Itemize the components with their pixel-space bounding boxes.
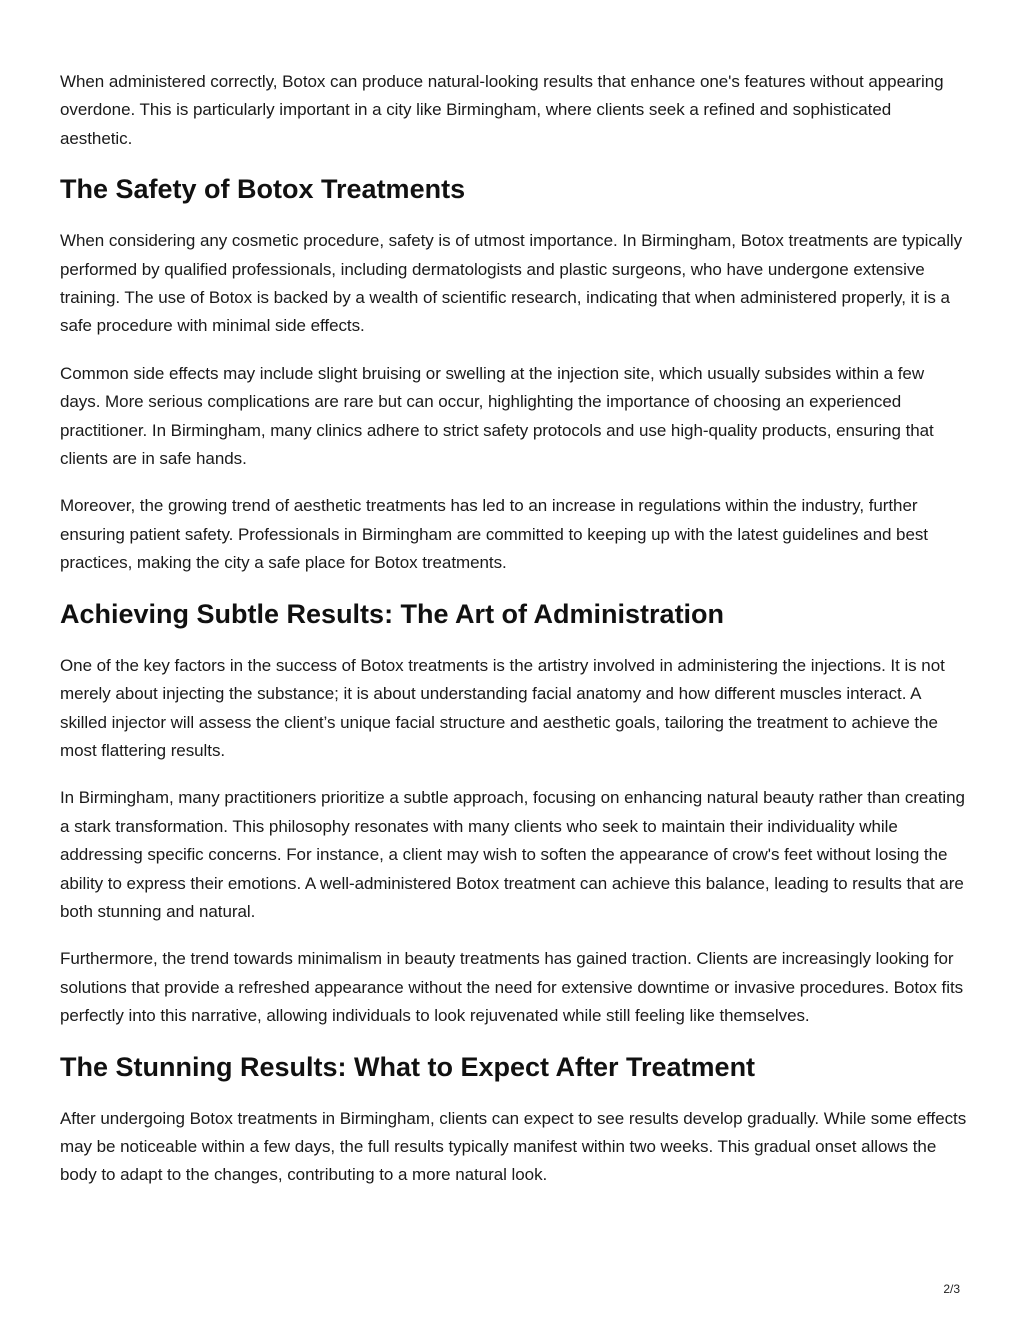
administration-heading: Achieving Subtle Results: The Art of Administration xyxy=(60,598,725,629)
administration-paragraph-3: Furthermore, the trend towards minimalism in beauty treatments has gained traction. Clients are increasingly looking for solutions that provide a refreshed appearance without the need for extensive downtime or invasive procedures. Botox fits perfectly into this narrative, allowing individuals to look rejuvenated while still feeling like themselves. xyxy=(60,949,964,1026)
administration-paragraph-2: In Birmingham, many practitioners prioritize a subtle approach, focusing on enhancing natural beauty rather than creating a stark transformation. This philosophy resonates with many clients who seek to maintain their individuality while addressing specific concerns. For instance, a client may wish to soften the appearance of crow's feet without losing the ability to express their emotions. A well-administered Botox treatment can achieve this balance, leading to results that are both stunning and natural. xyxy=(60,788,965,921)
safety-paragraph-3: Moreover, the growing trend of aesthetic treatments has led to an increase in regulations within the industry, further ensuring patient safety. Professionals in Birmingham are committed to keeping up with the latest guidelines and best practices, making the city a safe place for Botox treatments. xyxy=(60,496,928,573)
safety-heading: The Safety of Botox Treatments xyxy=(60,174,466,205)
safety-paragraph-1: When considering any cosmetic procedure, safety is of utmost importance. In Birmingham, Botox treatments are typically performed by qualified professionals, including dermatologists and plastic surgeons, who have undergone extensive training. The use of Botox is backed by a wealth of scientific research, indicating that when administered properly, it is a safe procedure with minimal side effects. xyxy=(60,231,963,336)
results-heading: The Stunning Results: What to Expect After Treatment xyxy=(60,1051,756,1082)
administration-paragraph-1: One of the key factors in the success of Botox treatments is the artistry involved in administering the injections. It is not merely about injecting the substance; it is about understanding facial anatomy and how different muscles interact. A skilled injector will assess the client’s unique facial structure and aesthetic goals, tailoring the treatment to achieve the most flattering results. xyxy=(60,655,945,760)
document-page xyxy=(60,68,968,1209)
safety-paragraph-2: Common side effects may include slight bruising or swelling at the injection site, which usually subsides within a few days. More serious complications are rare but can occur, highlighting the importance of choosing an experienced practitioner. In Birmingham, many clinics adhere to strict safety protocols and use high-quality products, ensuring that clients are in safe hands. xyxy=(60,363,934,469)
page-number: 2/3 xyxy=(943,1282,960,1296)
intro-paragraph: When administered correctly, Botox can produce natural-looking results that enhance one's features without appearing overdone. This is particularly important in a city like Birmingham, where clients seek a refined and sophisticated aesthetic. xyxy=(60,72,944,148)
results-paragraph-1: After undergoing Botox treatments in Birmingham, clients can expect to see results develop gradually. While some effects may be noticeable within a few days, the full results typically manifest within two weeks. This gradual onset allows the body to adapt to the changes, contributing to a more natural look. xyxy=(60,1108,967,1185)
